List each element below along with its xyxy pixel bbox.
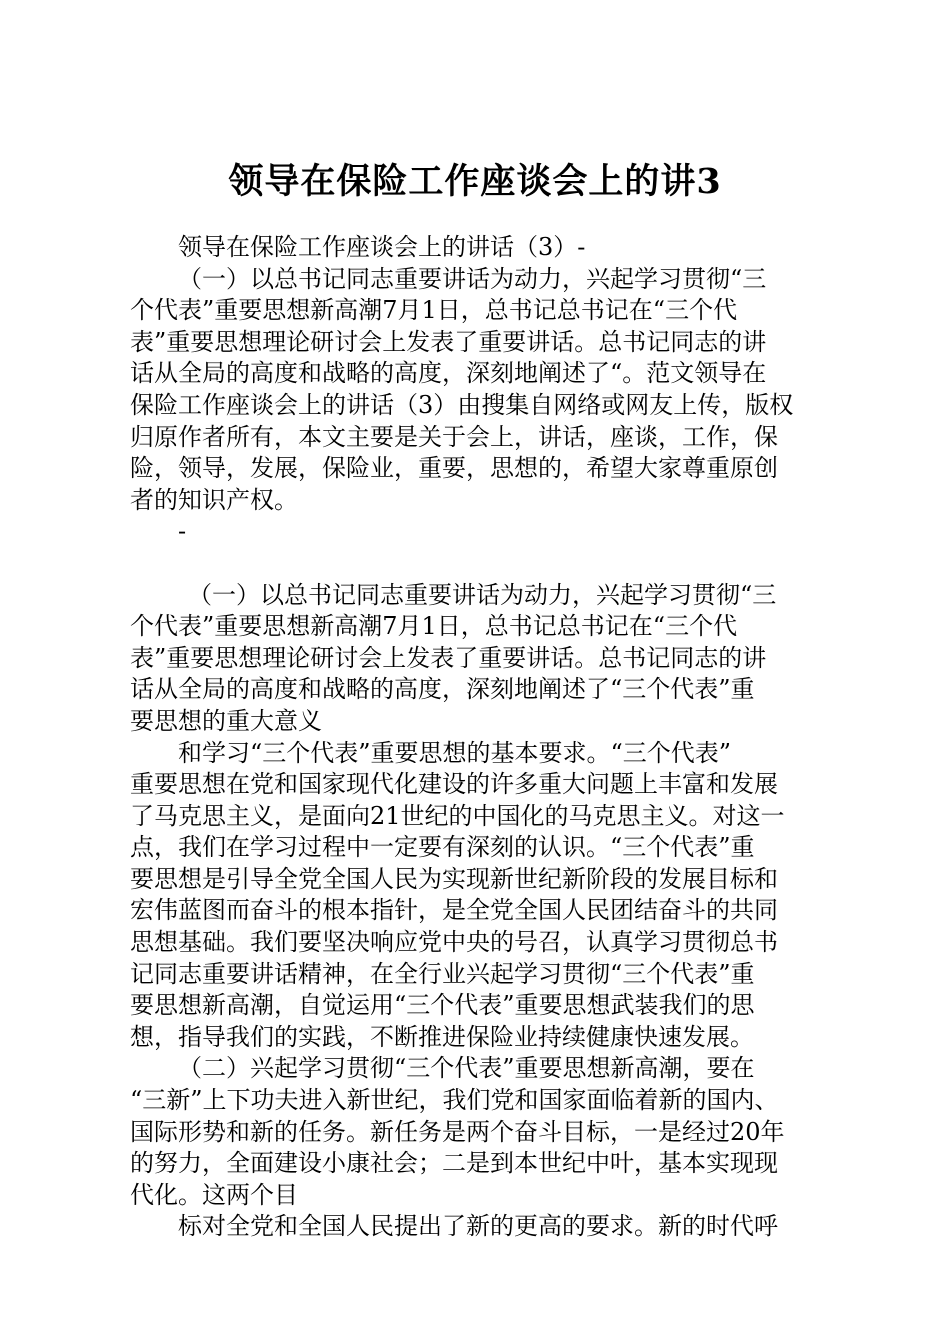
paragraph-line: 点，我们在学习过程中一定要有深刻的认识。“三个代表”重 (130, 833, 755, 862)
paragraph-line: 者的知识产权。 (130, 485, 298, 514)
paragraph-line: 宏伟蓝图而奋斗的根本指针，是全党全国人民团结奋斗的共同 (130, 896, 778, 925)
paragraph-line: 要思想新高潮，自觉运用“三个代表”重要思想武装我们的思 (130, 991, 755, 1020)
paragraph-line: 思想基础。我们要坚决响应党中央的号召，认真学习贯彻总书 (130, 928, 778, 957)
paragraph-line: 的努力，全面建设小康社会；二是到本世纪中叶，基本实现现 (130, 1149, 778, 1178)
paragraph-line: 国际形势和新的任务。新任务是两个奋斗目标，一是经过20年 (130, 1117, 785, 1146)
paragraph-line: （一）以总书记同志重要讲话为动力，兴起学习贯彻“三 (188, 580, 777, 609)
paragraph-line: 代化。这两个目 (130, 1180, 298, 1209)
paragraph-line: 险，领导，发展，保险业，重要，思想的，希望大家尊重原创 (130, 454, 778, 483)
paragraph-line: （一）以总书记同志重要讲话为动力，兴起学习贯彻“三 (178, 264, 767, 293)
paragraph-line: 要思想的重大意义 (130, 706, 322, 735)
document-body (130, 232, 830, 1243)
paragraph-line: 记同志重要讲话精神，在全行业兴起学习贯彻“三个代表”重 (130, 959, 755, 988)
paragraph-line: 想，指导我们的实践，不断推进保险业持续健康快速发展。 (130, 1022, 754, 1051)
paragraph-line: 重要思想在党和国家现代化建设的许多重大问题上丰富和发展 (130, 770, 778, 799)
document-title: 领导在保险工作座谈会上的讲3 (228, 161, 722, 202)
paragraph-line: 保险工作座谈会上的讲话（3）由搜集自网络或网友上传，版权 (130, 390, 794, 419)
paragraph-line: 话从全局的高度和战略的高度，深刻地阐述了“。范文领导在 (130, 359, 767, 388)
paragraph-line: 归原作者所有，本文主要是关于会上，讲话，座谈，工作，保 (130, 422, 778, 451)
paragraph-line: 了马克思主义，是面向21世纪的中国化的马克思主义。对这一 (130, 801, 785, 830)
paragraph-line: 话从全局的高度和战略的高度，深刻地阐述了“三个代表”重 (130, 675, 755, 704)
paragraph-line: “三新”上下功夫进入新世纪，我们党和国家面临着新的国内、 (130, 1086, 779, 1115)
paragraph-line: 个代表”重要思想新高潮7月1日，总书记总书记在“三个代 (130, 612, 738, 641)
blank-line (130, 548, 830, 580)
paragraph-line: 标对全党和全国人民提出了新的更高的要求。新的时代呼 (178, 1212, 778, 1241)
separator-dash: - (178, 517, 187, 546)
paragraph-line: 和学习“三个代表”重要思想的基本要求。“三个代表” (178, 738, 732, 767)
paragraph-line: 要思想是引导全党全国人民为实现新世纪新阶段的发展目标和 (130, 864, 778, 893)
paragraph-line: 个代表”重要思想新高潮7月1日，总书记总书记在“三个代 (130, 296, 738, 325)
subtitle-line: 领导在保险工作座谈会上的讲话（3）- (178, 233, 586, 261)
paragraph-line: 表”重要思想理论研讨会上发表了重要讲话。总书记同志的讲 (130, 327, 767, 356)
paragraph-line: （二）兴起学习贯彻“三个代表”重要思想新高潮，要在 (178, 1054, 755, 1083)
paragraph-line: 表”重要思想理论研讨会上发表了重要讲话。总书记同志的讲 (130, 643, 767, 672)
